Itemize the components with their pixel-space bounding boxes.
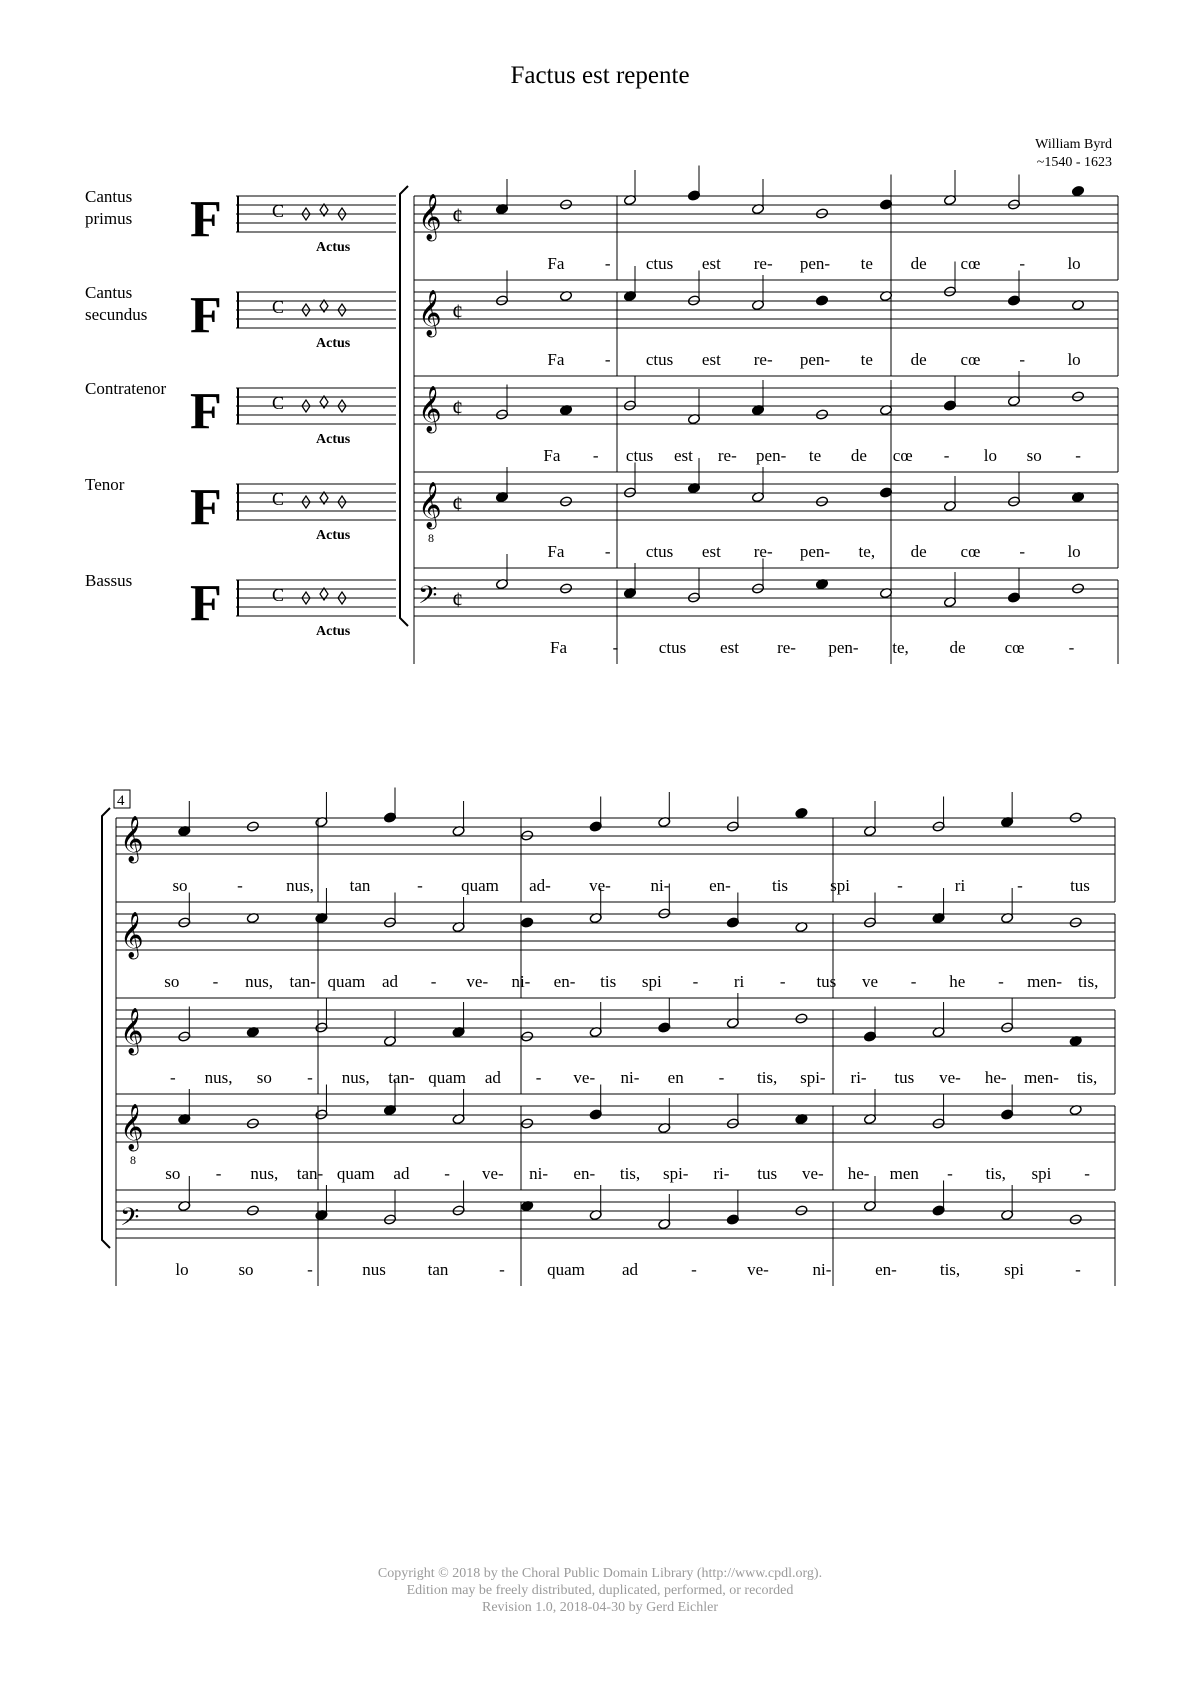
lyric-syllable: de [910, 350, 927, 369]
treble-clef-icon: 𝄞 [418, 482, 442, 528]
time-signature-cut: ¢ [452, 587, 463, 612]
lyric-syllable: tus [816, 972, 837, 991]
lyric-syllable: - [1019, 542, 1026, 561]
lyric-syllable: en- [875, 1260, 897, 1279]
composer-dates: ~1540 - 1623 [1036, 155, 1112, 170]
lyric-syllable: spi [641, 972, 662, 991]
lyric-syllable: spi [1031, 1164, 1052, 1183]
lyric-syllable: cœ [892, 446, 913, 465]
lyric-syllable: tis, [985, 1164, 1006, 1183]
voice-name-line: Contratenor [85, 379, 167, 398]
lyric-syllable: - [1019, 350, 1026, 369]
lyric-syllable: tis, [939, 1260, 961, 1279]
incipit-clef-letter: F [190, 479, 222, 536]
note-head [521, 917, 534, 928]
treble-clef-icon: 𝄞 [418, 386, 442, 432]
lyric-syllable: ri- [850, 1068, 867, 1087]
bass-clef-icon: 𝄢 [120, 1203, 140, 1238]
lyric-syllable: he [949, 972, 966, 991]
lyric-syllable: - [947, 1164, 953, 1183]
lyric-syllable: Fa [547, 350, 565, 369]
lyric-syllable: ve [861, 972, 879, 991]
lyric-syllable: - [237, 876, 243, 895]
lyric-syllable: Fa [543, 446, 561, 465]
lyric-syllable: ni- [620, 1068, 640, 1087]
lyric-syllable: est [720, 638, 739, 657]
lyric-syllable: en- [553, 972, 576, 991]
copyright-footer [0, 1565, 1200, 1616]
lyric-syllable: - [998, 972, 1004, 991]
lyric-syllable: ni- [511, 972, 531, 991]
note-head [1071, 185, 1084, 196]
lyric-syllable: de [850, 446, 867, 465]
lyric-syllable: lo [1067, 254, 1081, 273]
incipit-mensuration-label: Actus [316, 432, 351, 447]
lyric-syllable: cœ [960, 542, 981, 561]
lyric-syllable: ctus [645, 254, 674, 273]
lyric-syllable: - [604, 542, 611, 561]
lyric-syllable: - [1017, 876, 1023, 895]
lyric-syllable: - [1084, 1164, 1090, 1183]
lyric-syllable: tis [771, 876, 789, 895]
lyric-syllable: cœ [960, 254, 981, 273]
lyric-syllable: quam [461, 876, 499, 895]
incipit-mensuration-sign: C [272, 297, 285, 317]
lyric-syllable: quam [547, 1260, 585, 1279]
treble-clef-icon: 𝄞 [418, 290, 442, 336]
lyric-syllable: - [779, 972, 786, 991]
incipit-mensuration-label: Actus [316, 240, 351, 255]
lyric-syllable: - [592, 446, 599, 465]
lyric-syllable: - [215, 1164, 222, 1183]
lyric-syllable: so [1026, 446, 1042, 465]
lyric-syllable: ad [393, 1164, 410, 1183]
lyric-syllable: - [897, 876, 903, 895]
lyric-syllable: ni- [529, 1164, 549, 1183]
lyric-syllable: - [604, 350, 611, 369]
lyric-syllable: en- [709, 876, 731, 895]
lyric-syllable: spi- [800, 1068, 826, 1087]
voice-name-line: Cantus [85, 283, 133, 302]
lyric-syllable: tis, [1078, 972, 1099, 991]
lyric-syllable: spi- [662, 1164, 689, 1183]
lyric-syllable: ri [733, 972, 745, 991]
lyric-syllable: te [860, 254, 873, 273]
lyric-syllable: ni- [650, 876, 670, 895]
lyric-syllable: - [943, 446, 950, 465]
incipit-mensuration-label: Actus [316, 528, 351, 543]
incipit-clef-letter: F [190, 383, 222, 440]
lyric-syllable: tis [600, 972, 617, 991]
lyric-syllable: lo [1067, 350, 1081, 369]
lyric-syllable: tus [757, 1164, 778, 1183]
lyric-syllable: so [165, 1164, 181, 1183]
lyric-syllable: - [170, 1068, 176, 1087]
lyric-syllable: quam [336, 1164, 375, 1183]
lyric-syllable: cœ [960, 350, 981, 369]
lyric-syllable: est [701, 254, 721, 273]
lyric-syllable: ri [954, 876, 966, 895]
lyric-syllable: tus [894, 1068, 915, 1087]
lyric-syllable: Fa [547, 254, 565, 273]
lyric-syllable: est [701, 542, 721, 561]
lyric-syllable: - [1068, 638, 1075, 657]
lyric-syllable: pen- [828, 638, 859, 657]
treble-clef-icon: 𝄞 [120, 816, 144, 862]
time-signature-cut: ¢ [452, 299, 463, 324]
lyric-syllable: - [212, 972, 219, 991]
incipit-mensuration-sign: C [272, 585, 285, 605]
voice-name-line: Tenor [85, 475, 125, 494]
lyric-syllable: ve- [801, 1164, 824, 1183]
voice-name-line: Cantus [85, 187, 133, 206]
incipit-clef-letter: F [190, 575, 222, 632]
lyric-syllable: - [718, 1068, 725, 1087]
lyric-syllable: - [307, 1068, 313, 1087]
lyric-syllable: pen- [756, 446, 787, 465]
time-signature-cut: ¢ [452, 491, 463, 516]
lyric-syllable: ctus [645, 542, 674, 561]
lyric-syllable: re- [717, 446, 737, 465]
lyric-syllable: pen- [799, 350, 831, 369]
lyric-syllable: te, [858, 542, 876, 561]
voice-name-line: Bassus [85, 571, 133, 590]
lyric-syllable: en- [573, 1164, 596, 1183]
lyric-syllable: so [238, 1260, 254, 1279]
measure-number: 4 [117, 793, 125, 809]
lyric-syllable: nus, [204, 1068, 233, 1087]
lyric-syllable: tis, [756, 1068, 778, 1087]
page-title: Factus est repente [510, 62, 690, 89]
lyric-syllable: lo [1067, 542, 1081, 561]
lyric-syllable: - [307, 1260, 313, 1279]
lyric-syllable: - [444, 1164, 450, 1183]
system-bracket [102, 808, 110, 1248]
incipit-mensuration-sign: C [272, 489, 285, 509]
lyric-syllable: ni- [812, 1260, 832, 1279]
incipit-mensuration-label: Actus [316, 624, 351, 639]
lyric-syllable: - [1019, 254, 1026, 273]
lyric-syllable: nus, [286, 876, 314, 895]
lyric-syllable: en [667, 1068, 684, 1087]
lyric-syllable: lo [983, 446, 997, 465]
treble-clef-icon: 𝄞 [120, 1104, 144, 1150]
lyric-syllable: lo [175, 1260, 189, 1279]
lyric-syllable: men [889, 1164, 919, 1183]
lyric-syllable: ve- [481, 1164, 504, 1183]
lyric-syllable: pen- [799, 254, 831, 273]
lyric-syllable: pen- [799, 542, 831, 561]
lyric-syllable: Fa [550, 638, 567, 657]
lyric-syllable: ve- [573, 1068, 596, 1087]
lyric-syllable: he- [847, 1164, 870, 1183]
lyric-syllable: ad [484, 1068, 501, 1087]
treble-clef-icon: 𝄞 [120, 1008, 144, 1054]
lyric-syllable: tan- [296, 1164, 324, 1183]
lyric-syllable: ve- [589, 876, 611, 895]
lyric-syllable: nus, [245, 972, 274, 991]
lyric-syllable: ad- [529, 876, 551, 895]
lyric-syllable: nus, [250, 1164, 279, 1183]
system-bracket [400, 186, 408, 626]
lyric-syllable: re- [753, 254, 773, 273]
lyric-syllable: ve- [747, 1260, 769, 1279]
lyric-syllable: so [256, 1068, 272, 1087]
lyric-syllable: ve- [939, 1068, 961, 1087]
treble-clef-icon: 𝄞 [418, 194, 442, 240]
lyric-syllable: - [417, 876, 423, 895]
note-head [795, 807, 808, 818]
lyric-syllable: - [691, 1260, 697, 1279]
lyric-syllable: ad [381, 972, 399, 991]
lyric-syllable: - [535, 1068, 542, 1087]
footer-line-2: Edition may be freely distributed, duplicated, performed, or recorded [406, 1583, 794, 1598]
footer-line-1: Copyright © 2018 by the Choral Public Domain Library (http://www.cpdl.org). [377, 1566, 823, 1581]
lyric-syllable: cœ [1004, 638, 1025, 657]
treble-clef-icon: 𝄞 [120, 912, 144, 958]
lyric-syllable: te, [892, 638, 909, 657]
lyric-syllable: spi [1004, 1260, 1024, 1279]
lyric-syllable: so [172, 876, 188, 895]
incipit-clef-letter: F [190, 287, 222, 344]
lyric-syllable: tan- [388, 1068, 415, 1087]
lyric-syllable: - [1075, 446, 1081, 465]
lyric-syllable: tan [349, 876, 371, 895]
lyric-syllable: ctus [645, 350, 674, 369]
incipit-clef-letter: F [190, 191, 222, 248]
lyric-syllable: tus [1070, 876, 1090, 895]
lyric-syllable: quam [428, 1068, 467, 1087]
lyric-syllable: - [1075, 1260, 1081, 1279]
composer-name: William Byrd [1035, 137, 1112, 152]
lyric-syllable: men- [1027, 972, 1062, 991]
lyric-syllable: spi [830, 876, 850, 895]
time-signature-cut: ¢ [452, 203, 463, 228]
lyric-syllable: - [430, 972, 437, 991]
lyric-syllable: ri- [713, 1164, 730, 1183]
octave-treble-mark: 8 [130, 1153, 136, 1167]
lyric-syllable: te [860, 350, 873, 369]
lyric-syllable: nus [362, 1260, 386, 1279]
lyric-syllable: de [910, 254, 927, 273]
lyric-syllable: quam [327, 972, 366, 991]
lyric-syllable: he- [984, 1068, 1007, 1087]
lyric-syllable: ctus [658, 638, 687, 657]
lyric-syllable: Fa [547, 542, 565, 561]
lyric-syllable: re- [753, 542, 773, 561]
lyric-syllable: - [499, 1260, 505, 1279]
lyric-syllable: tan [427, 1260, 449, 1279]
lyric-syllable: de [949, 638, 966, 657]
lyric-syllable: - [612, 638, 619, 657]
lyric-syllable: - [692, 972, 699, 991]
lyric-syllable: est [674, 446, 693, 465]
octave-treble-mark: 8 [428, 531, 434, 545]
time-signature-cut: ¢ [452, 395, 463, 420]
footer-line-3: Revision 1.0, 2018-04-30 by Gerd Eichler [481, 1600, 718, 1615]
lyric-syllable: ad [621, 1260, 639, 1279]
lyric-syllable: ctus [625, 446, 654, 465]
incipit-mensuration-sign: C [272, 201, 285, 221]
voice-name-line: secundus [85, 305, 148, 324]
lyric-syllable: est [701, 350, 721, 369]
lyric-syllable: tan- [289, 972, 316, 991]
note-head [815, 295, 828, 306]
bass-clef-icon: 𝄢 [418, 581, 438, 616]
lyric-syllable: ve- [466, 972, 489, 991]
incipit-mensuration-label: Actus [316, 336, 351, 351]
lyric-syllable: tis, [1076, 1068, 1098, 1087]
lyric-syllable: - [604, 254, 611, 273]
lyric-syllable: te [808, 446, 822, 465]
lyric-syllable: de [910, 542, 927, 561]
lyric-syllable: - [910, 972, 917, 991]
lyric-syllable: re- [777, 638, 796, 657]
lyric-syllable: nus, [341, 1068, 370, 1087]
voice-name-line: primus [85, 209, 133, 228]
lyric-syllable: so [164, 972, 180, 991]
lyric-syllable: men- [1023, 1068, 1059, 1087]
lyric-syllable: re- [753, 350, 773, 369]
lyric-syllable: tis, [619, 1164, 641, 1183]
incipit-mensuration-sign: C [272, 393, 285, 413]
